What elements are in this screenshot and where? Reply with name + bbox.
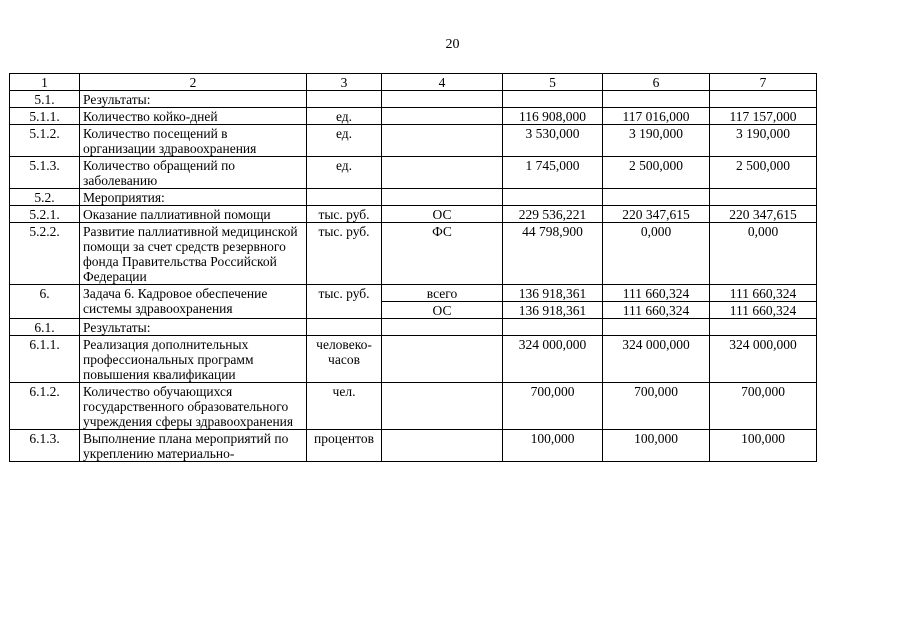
table-row	[10, 125, 817, 157]
task-number: 6.	[10, 285, 80, 319]
table-row	[10, 206, 817, 223]
indicators-table	[9, 73, 817, 462]
row-value-7	[710, 91, 817, 108]
row-value-6	[603, 319, 710, 336]
task-regional-value-6: 111 660,324	[603, 302, 710, 319]
row-value-7: 0,000	[710, 223, 817, 285]
row-unit: тыс. руб.	[307, 206, 382, 223]
row-name: Количество обучающихся государственного образовательного учреждения сферы здравоохранения	[80, 383, 307, 430]
header-row	[10, 74, 817, 91]
row-source	[382, 430, 503, 462]
row-value-6	[603, 189, 710, 206]
row-value-6: 324 000,000	[603, 336, 710, 383]
task-regional-value-5: 136 918,361	[503, 302, 603, 319]
col-header-4: 4	[382, 74, 503, 91]
table-row	[10, 91, 817, 108]
table-row	[10, 383, 817, 430]
col-header-5: 5	[503, 74, 603, 91]
row-number: 5.2.	[10, 189, 80, 206]
row-number: 6.1.3.	[10, 430, 80, 462]
row-name: Оказание паллиативной помощи	[80, 206, 307, 223]
row-source	[382, 108, 503, 125]
task-total-value-7: 111 660,324	[710, 285, 817, 302]
col-header-7: 7	[710, 74, 817, 91]
row-number: 5.1.1.	[10, 108, 80, 125]
row-source	[382, 319, 503, 336]
row-value-5: 229 536,221	[503, 206, 603, 223]
row-value-5: 116 908,000	[503, 108, 603, 125]
row-unit: процентов	[307, 430, 382, 462]
row-value-7: 117 157,000	[710, 108, 817, 125]
row-value-7	[710, 319, 817, 336]
row-name: Количество обращений по заболеванию	[80, 157, 307, 189]
row-unit: тыс. руб.	[307, 223, 382, 285]
row-name: Развитие паллиативной медицинской помощи за счет средств резервного фонда Правительства Российской Федерации	[80, 223, 307, 285]
row-value-7: 100,000	[710, 430, 817, 462]
task-row	[10, 285, 817, 302]
row-number: 5.2.2.	[10, 223, 80, 285]
row-source: ОС	[382, 206, 503, 223]
row-value-6: 117 016,000	[603, 108, 710, 125]
task-regional-value-7: 111 660,324	[710, 302, 817, 319]
row-number: 5.2.1.	[10, 206, 80, 223]
row-value-6	[603, 91, 710, 108]
row-unit: человеко-часов	[307, 336, 382, 383]
table-row	[10, 157, 817, 189]
row-number: 6.1.2.	[10, 383, 80, 430]
row-value-6: 3 190,000	[603, 125, 710, 157]
col-header-2: 2	[80, 74, 307, 91]
row-value-7: 220 347,615	[710, 206, 817, 223]
table-row	[10, 189, 817, 206]
row-name: Количество посещений в организации здравоохранения	[80, 125, 307, 157]
row-source	[382, 91, 503, 108]
task-name: Задача 6. Кадровое обеспечение системы здравоохранения	[80, 285, 307, 319]
row-value-6: 2 500,000	[603, 157, 710, 189]
row-unit: ед.	[307, 157, 382, 189]
task-total-value-6: 111 660,324	[603, 285, 710, 302]
col-header-1: 1	[10, 74, 80, 91]
row-value-6: 100,000	[603, 430, 710, 462]
table-row	[10, 223, 817, 285]
row-source	[382, 125, 503, 157]
row-value-5: 324 000,000	[503, 336, 603, 383]
row-value-7: 700,000	[710, 383, 817, 430]
table-row	[10, 319, 817, 336]
row-value-5	[503, 319, 603, 336]
task-total-value-5: 136 918,361	[503, 285, 603, 302]
row-name: Результаты:	[80, 91, 307, 108]
task-source-regional: ОС	[382, 302, 503, 319]
row-number: 6.1.	[10, 319, 80, 336]
row-name: Результаты:	[80, 319, 307, 336]
row-unit: ед.	[307, 125, 382, 157]
row-value-7: 2 500,000	[710, 157, 817, 189]
row-name: Выполнение плана мероприятий по укреплению материально-	[80, 430, 307, 462]
row-name: Мероприятия:	[80, 189, 307, 206]
row-source: ФС	[382, 223, 503, 285]
page-number: 20	[445, 37, 460, 52]
row-name: Реализация дополнительных профессиональных программ повышения квалификации	[80, 336, 307, 383]
table-row	[10, 336, 817, 383]
row-value-5: 700,000	[503, 383, 603, 430]
row-unit: чел.	[307, 383, 382, 430]
row-source	[382, 336, 503, 383]
row-source	[382, 189, 503, 206]
col-header-3: 3	[307, 74, 382, 91]
row-value-5	[503, 91, 603, 108]
row-number: 5.1.2.	[10, 125, 80, 157]
row-value-7	[710, 189, 817, 206]
row-value-6: 0,000	[603, 223, 710, 285]
row-unit	[307, 319, 382, 336]
row-value-6: 220 347,615	[603, 206, 710, 223]
row-unit	[307, 189, 382, 206]
table-row	[10, 430, 817, 462]
row-value-5: 100,000	[503, 430, 603, 462]
row-number: 6.1.1.	[10, 336, 80, 383]
row-unit: ед.	[307, 108, 382, 125]
task-unit: тыс. руб.	[307, 285, 382, 319]
row-value-5: 44 798,900	[503, 223, 603, 285]
task-source-total: всего	[382, 285, 503, 302]
col-header-6: 6	[603, 74, 710, 91]
row-value-7: 324 000,000	[710, 336, 817, 383]
row-value-6: 700,000	[603, 383, 710, 430]
row-name: Количество койко-дней	[80, 108, 307, 125]
row-value-5: 1 745,000	[503, 157, 603, 189]
row-unit	[307, 91, 382, 108]
table-row	[10, 108, 817, 125]
row-value-5: 3 530,000	[503, 125, 603, 157]
row-source	[382, 383, 503, 430]
row-value-5	[503, 189, 603, 206]
row-number: 5.1.	[10, 91, 80, 108]
row-number: 5.1.3.	[10, 157, 80, 189]
row-source	[382, 157, 503, 189]
row-value-7: 3 190,000	[710, 125, 817, 157]
